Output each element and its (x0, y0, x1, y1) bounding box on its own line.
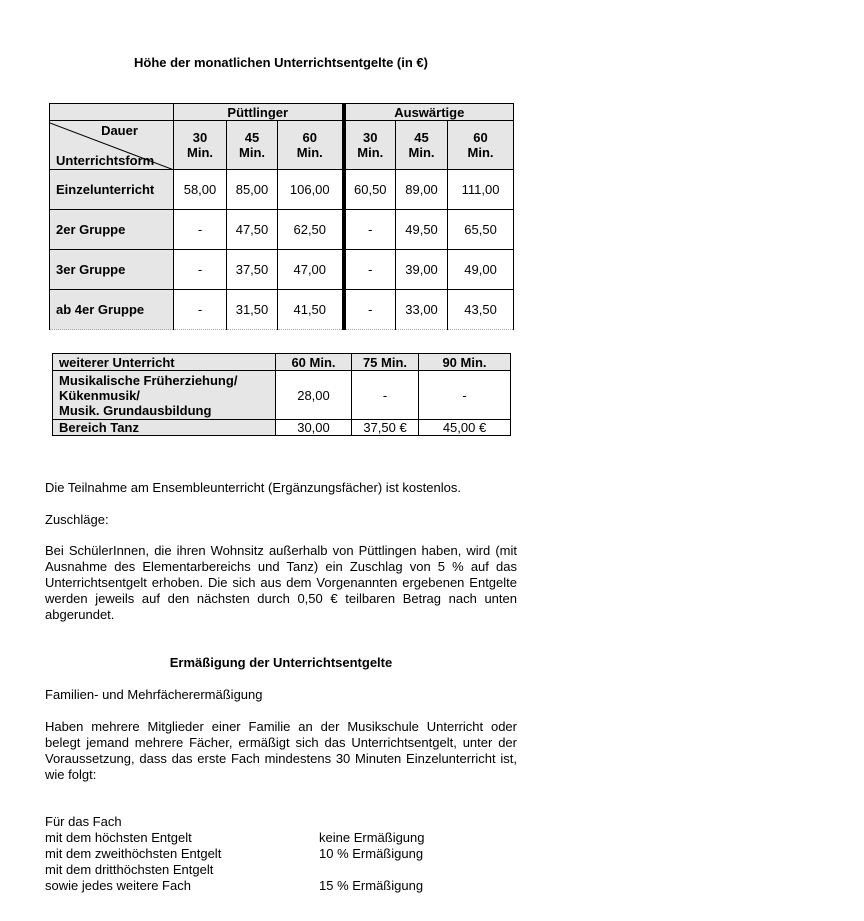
table-row (50, 290, 514, 330)
discount-value: 15 % Ermäßigung (319, 878, 424, 893)
page-title: Höhe der monatlichen Unterrichtsentgelte (in €) (134, 55, 428, 70)
column-header: 60 Min. (278, 121, 344, 170)
corner-label-unterrichtsform: Unterrichtsform (56, 153, 155, 168)
cell: - (344, 210, 396, 250)
cell: 37,50 € (352, 420, 419, 436)
row-label: 2er Gruppe (50, 210, 174, 250)
group-header-auswaertige: Auswärtige (344, 104, 514, 121)
discount-label: sowie jedes weitere Fach (45, 878, 191, 893)
table-row (53, 420, 511, 436)
column-header: 45 Min. (227, 121, 278, 170)
cell: 30,00 (276, 420, 352, 436)
column-header: 45 Min. (396, 121, 448, 170)
cell: 41,50 (278, 290, 344, 330)
row-label: Musikalische Früherziehung/ Kükenmusik/ Musik. Grundausbildung (53, 371, 276, 420)
ensemble-note: Die Teilnahme am Ensembleunterricht (Ergänzungsfächer) ist kostenlos. (45, 480, 461, 495)
discount-value: 10 % Ermäßigung (319, 846, 424, 861)
row-label: ab 4er Gruppe (50, 290, 174, 330)
column-header: 90 Min. (419, 354, 511, 371)
cell: - (344, 290, 396, 330)
column-header: weiterer Unterricht (53, 354, 276, 371)
cell: 65,50 (448, 210, 514, 250)
row-label: Einzelunterricht (50, 170, 174, 210)
table-row (50, 210, 514, 250)
corner-header (50, 121, 174, 170)
table-row (50, 170, 514, 210)
cell: 43,50 (448, 290, 514, 330)
column-header: 30 Min. (344, 121, 396, 170)
table-row (50, 250, 514, 290)
fee-table (49, 103, 514, 330)
familien-heading: Familien- und Mehrfächerermäßigung (45, 687, 263, 702)
cell: - (419, 371, 511, 420)
cell: - (344, 250, 396, 290)
familien-body: Haben mehrere Mitglieder einer Familie an der Musikschule Unterricht oder belegt jemand mehrere Fächer, ermäßigt sich das Unterrichtsentgelt, unter der Voraussetzung, dass das erste Fach mindestens 30 Minuten Einzelunterricht ist, wie folgt: (45, 719, 517, 782)
cell: 106,00 (278, 170, 344, 210)
cell: 37,50 (227, 250, 278, 290)
section-title-ermaessigung: Ermäßigung der Unterrichtsentgelte (169, 655, 393, 670)
cell: 47,00 (278, 250, 344, 290)
discount-value: keine Ermäßigung (319, 830, 425, 845)
zuschlaege-body: Bei SchülerInnen, die ihren Wohnsitz außerhalb von Püttlingen haben, wird (mit Ausnahme des Elementarbereichs und Tanz) ein Zuschlag von 5 % auf das Unterrichtsentgelt erhoben. Die sich aus dem Vorgenannten ergebenen Entgelte werden jeweils auf den nächsten durch 0,50 € teilbaren Betrag nach unten abgerundet. (45, 543, 517, 622)
cell: 49,50 (396, 210, 448, 250)
column-header: 60 Min. (276, 354, 352, 371)
discount-label: mit dem zweithöchsten Entgelt (45, 846, 222, 861)
cell: - (174, 290, 227, 330)
corner-empty (50, 104, 174, 121)
cell: 45,00 € (419, 420, 511, 436)
cell: 49,00 (448, 250, 514, 290)
cell: - (352, 371, 419, 420)
cell: - (174, 210, 227, 250)
further-lessons-table (52, 353, 511, 436)
zuschlaege-heading: Zuschläge: (45, 512, 109, 527)
group-header-puettlinger: Püttlinger (174, 104, 344, 121)
table-row (53, 371, 511, 420)
cell: 47,50 (227, 210, 278, 250)
cell: 33,00 (396, 290, 448, 330)
discount-label: mit dem höchsten Entgelt (45, 830, 192, 845)
cell: 85,00 (227, 170, 278, 210)
row-label: Bereich Tanz (53, 420, 276, 436)
cell: 39,00 (396, 250, 448, 290)
cell: 111,00 (448, 170, 514, 210)
column-header: 60 Min. (448, 121, 514, 170)
cell: 28,00 (276, 371, 352, 420)
corner-label-dauer: Dauer (101, 123, 138, 138)
cell: 60,50 (344, 170, 396, 210)
column-header: 30 Min. (174, 121, 227, 170)
cell: 58,00 (174, 170, 227, 210)
column-header: 75 Min. (352, 354, 419, 371)
discount-label: mit dem dritthöchsten Entgelt (45, 862, 214, 877)
row-label: 3er Gruppe (50, 250, 174, 290)
discount-intro: Für das Fach (45, 814, 122, 829)
cell: 31,50 (227, 290, 278, 330)
cell: - (174, 250, 227, 290)
cell: 62,50 (278, 210, 344, 250)
cell: 89,00 (396, 170, 448, 210)
